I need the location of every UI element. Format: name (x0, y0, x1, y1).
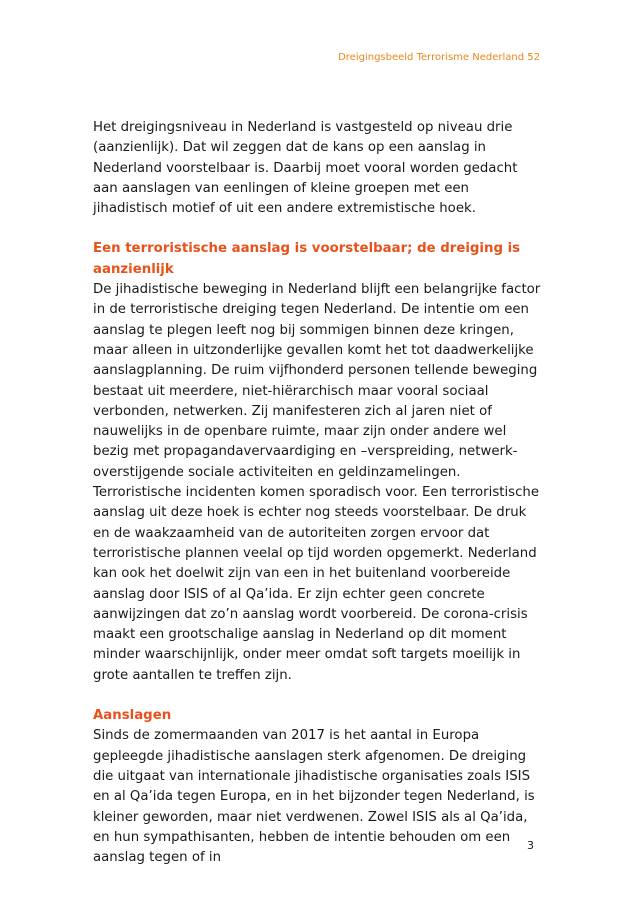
page-number: 3 (527, 839, 534, 852)
section-heading-attacks: Aanslagen (93, 708, 172, 724)
section-body-threat: De jihadistische beweging in Nederland blijft een belangrijke factor in de terroristische dreiging tegen Nederland. De intentie om een aanslag te plegen leeft nog bij sommigen binnen deze kringen, maar alleen in uitzonderlijke gevallen komt het tot daadwerkelijke aanslagplanning. De ruim vijfhonderd personen tellende beweging bestaat uit meerdere, niet-hiërarchisch maar vooral sociaal verbonden, netwerken. Zij manifesteren zich al jaren niet of nauwelijks in de openbare ruimte, maar zijn onder andere wel bezig met propagandavervaardiging en –verspreiding, netwerk-overstijgende sociale activiteiten en geldinzamelingen. Terroristische incidenten komen sporadisch voor. Een terroristische aanslag uit deze hoek is echter nog steeds voorstelbaar. De druk en de waakzaamheid van de autoriteiten zorgen ervoor dat terroristische plannen veelal op tijd worden opgemerkt. Nederland kan ook het doelwit zijn van een in het buitenland voorbereide aanslag door ISIS of al Qa’ida. Er zijn echter geen concrete aanwijzingen dat zo’n aanslag wordt voorbereid. De corona-crisis maakt een grootschalige aanslag in Nederland op dit moment minder waarschijnlijk, onder meer omdat soft targets moeilijk in grote aantallen te treffen zijn. (93, 282, 541, 683)
intro-paragraph: Het dreigingsniveau in Nederland is vastgesteld op niveau drie (aanzienlijk). Dat wil zeggen dat de kans op een aanslag in Nederland voorstelbaar is. Daarbij moet vooral worden gedacht aan aanslagen van eenlingen of kleine groepen met een jihadistisch motief of uit een andere extremistische hoek. (93, 120, 518, 217)
section-spacer (93, 686, 545, 706)
page-content (93, 118, 545, 868)
running-header: Dreigingsbeeld Terrorisme Nederland 52 (338, 52, 540, 63)
section-body-attacks: Sinds de zomermaanden van 2017 is het aantal in Europa gepleegde jihadistische aanslagen sterk afgenomen. De dreiging die uitgaat van internationale jihadistische organisaties zoals ISIS en al Qa’ida tegen Europa, en in het bijzonder tegen Nederland, is kleiner geworden, maar niet verdwenen. Zowel ISIS als al Qa’ida, en hun sympathisanten, hebben de intentie behouden om een aanslag tegen of in (93, 728, 535, 866)
section-heading-threat: Een terroristische aanslag is voorstelbaar; de dreiging is aanzienlijk (93, 241, 521, 277)
